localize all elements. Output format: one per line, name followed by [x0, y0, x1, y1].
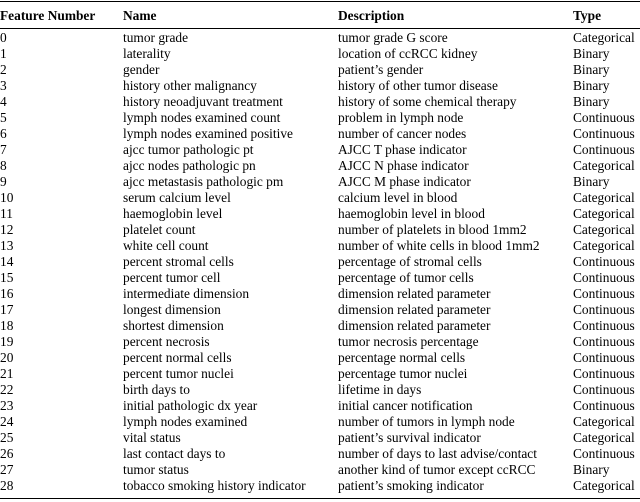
table-row [0, 302, 640, 318]
table-row [0, 126, 640, 142]
cell-type: Continuous [573, 110, 635, 125]
table-row [0, 254, 640, 270]
cell-description: number of platelets in blood 1mm2 [338, 222, 527, 237]
cell-description: AJCC N phase indicator [338, 158, 469, 173]
table-row [0, 398, 640, 414]
table-row [0, 30, 640, 46]
cell-feature-number: 9 [0, 174, 7, 189]
cell-name: history neoadjuvant treatment [123, 94, 283, 109]
cell-feature-number: 18 [0, 318, 14, 333]
cell-feature-number: 23 [0, 398, 14, 413]
cell-name: lymph nodes examined count [123, 110, 281, 125]
table-row [0, 318, 640, 334]
table-row [0, 94, 640, 110]
cell-name: laterality [123, 46, 171, 61]
header-type: Type [573, 8, 602, 23]
cell-feature-number: 28 [0, 478, 14, 493]
table-row [0, 46, 640, 62]
cell-feature-number: 17 [0, 302, 14, 317]
cell-name: tobacco smoking history indicator [123, 478, 306, 493]
table-row [0, 142, 640, 158]
cell-name: gender [123, 62, 160, 77]
cell-name: ajcc metastasis pathologic pm [123, 174, 284, 189]
cell-description: percentage of tumor cells [338, 270, 474, 285]
table-row [0, 174, 640, 190]
table-body [0, 30, 640, 494]
cell-description: haemoglobin level in blood [338, 206, 485, 221]
cell-type: Continuous [573, 318, 635, 333]
cell-name: platelet count [123, 222, 196, 237]
cell-name: percent tumor cell [123, 270, 221, 285]
header-description: Description [338, 8, 405, 23]
cell-feature-number: 16 [0, 286, 14, 301]
table-row [0, 238, 640, 254]
cell-description: another kind of tumor except ccRCC [338, 462, 536, 477]
cell-description: number of cancer nodes [338, 126, 467, 141]
cell-type: Categorical [573, 238, 635, 253]
cell-description: dimension related parameter [338, 302, 491, 317]
cell-description: patient’s smoking indicator [338, 478, 484, 493]
cell-feature-number: 8 [0, 158, 7, 173]
table-row [0, 286, 640, 302]
cell-description: lifetime in days [338, 382, 422, 397]
table-row [0, 206, 640, 222]
cell-name: vital status [123, 430, 181, 445]
cell-name: history other malignancy [123, 78, 257, 93]
cell-description: number of white cells in blood 1mm2 [338, 238, 540, 253]
cell-name: lymph nodes examined [123, 414, 248, 429]
table-row [0, 78, 640, 94]
table-row [0, 190, 640, 206]
cell-description: tumor necrosis percentage [338, 334, 479, 349]
cell-feature-number: 14 [0, 254, 14, 269]
cell-name: ajcc tumor pathologic pt [123, 142, 254, 157]
cell-type: Continuous [573, 302, 635, 317]
table-row [0, 462, 640, 478]
cell-type: Continuous [573, 350, 635, 365]
table-row [0, 446, 640, 462]
cell-description: calcium level in blood [338, 190, 458, 205]
cell-name: percent normal cells [123, 350, 232, 365]
cell-type: Categorical [573, 30, 635, 45]
table-row [0, 382, 640, 398]
cell-name: lymph nodes examined positive [123, 126, 293, 141]
feature-table-grid [0, 4, 640, 494]
table-row [0, 430, 640, 446]
cell-description: patient’s survival indicator [338, 430, 481, 445]
cell-name: percent stromal cells [123, 254, 234, 269]
cell-type: Binary [573, 462, 610, 477]
cell-description: history of other tumor disease [338, 78, 498, 93]
cell-type: Continuous [573, 126, 635, 141]
table-row [0, 478, 640, 494]
cell-description: number of days to last advise/contact [338, 446, 537, 461]
cell-name: haemoglobin level [123, 206, 223, 221]
cell-description: AJCC M phase indicator [338, 174, 471, 189]
table-row [0, 334, 640, 350]
table-row [0, 158, 640, 174]
cell-feature-number: 20 [0, 350, 14, 365]
cell-description: location of ccRCC kidney [338, 46, 478, 61]
cell-feature-number: 21 [0, 366, 14, 381]
cell-name: longest dimension [123, 302, 221, 317]
cell-description: dimension related parameter [338, 286, 491, 301]
cell-name: white cell count [123, 238, 209, 253]
cell-feature-number: 22 [0, 382, 14, 397]
cell-feature-number: 19 [0, 334, 14, 349]
cell-name: shortest dimension [123, 318, 224, 333]
table-row [0, 62, 640, 78]
cell-type: Categorical [573, 206, 635, 221]
table-row [0, 350, 640, 366]
cell-description: tumor grade G score [338, 30, 448, 45]
cell-feature-number: 6 [0, 126, 7, 141]
cell-feature-number: 27 [0, 462, 14, 477]
cell-type: Binary [573, 174, 610, 189]
cell-feature-number: 15 [0, 270, 14, 285]
cell-feature-number: 13 [0, 238, 14, 253]
cell-type: Continuous [573, 398, 635, 413]
cell-feature-number: 10 [0, 190, 14, 205]
cell-name: percent necrosis [123, 334, 210, 349]
cell-feature-number: 0 [0, 30, 7, 45]
cell-description: percentage tumor nuclei [338, 366, 468, 381]
table-bottom-rule [0, 498, 640, 499]
cell-description: percentage of stromal cells [338, 254, 482, 269]
cell-name: percent tumor nuclei [123, 366, 234, 381]
table-row [0, 110, 640, 126]
cell-type: Continuous [573, 142, 635, 157]
cell-feature-number: 5 [0, 110, 7, 125]
cell-type: Continuous [573, 286, 635, 301]
cell-type: Categorical [573, 478, 635, 493]
cell-feature-number: 24 [0, 414, 14, 429]
cell-feature-number: 3 [0, 78, 7, 93]
cell-description: number of tumors in lymph node [338, 414, 515, 429]
cell-name: initial pathologic dx year [123, 398, 258, 413]
cell-type: Categorical [573, 430, 635, 445]
cell-feature-number: 7 [0, 142, 7, 157]
cell-name: tumor status [123, 462, 189, 477]
cell-feature-number: 4 [0, 94, 7, 109]
cell-type: Continuous [573, 254, 635, 269]
cell-feature-number: 11 [0, 206, 13, 221]
cell-type: Continuous [573, 366, 635, 381]
table-row [0, 270, 640, 286]
cell-type: Binary [573, 46, 610, 61]
table-top-rule [0, 1, 640, 2]
cell-description: problem in lymph node [338, 110, 464, 125]
cell-type: Continuous [573, 270, 635, 285]
table-row [0, 366, 640, 382]
cell-feature-number: 12 [0, 222, 14, 237]
cell-description: percentage normal cells [338, 350, 466, 365]
cell-type: Categorical [573, 222, 635, 237]
cell-name: birth days to [123, 382, 190, 397]
cell-description: patient’s gender [338, 62, 424, 77]
cell-name: ajcc nodes pathologic pn [123, 158, 256, 173]
cell-type: Continuous [573, 334, 635, 349]
cell-name: last contact days to [123, 446, 226, 461]
cell-name: tumor grade [123, 30, 189, 45]
cell-type: Binary [573, 62, 610, 77]
cell-type: Binary [573, 78, 610, 93]
cell-feature-number: 25 [0, 430, 14, 445]
cell-description: AJCC T phase indicator [338, 142, 467, 157]
cell-feature-number: 2 [0, 62, 7, 77]
cell-description: dimension related parameter [338, 318, 491, 333]
cell-feature-number: 26 [0, 446, 14, 461]
cell-name: serum calcium level [123, 190, 231, 205]
header-feature-number: Feature Number [0, 8, 96, 23]
cell-type: Categorical [573, 158, 635, 173]
cell-description: initial cancer notification [338, 398, 473, 413]
table-row [0, 222, 640, 238]
table-row [0, 414, 640, 430]
cell-feature-number: 1 [0, 46, 7, 61]
cell-type: Continuous [573, 446, 635, 461]
header-name: Name [123, 8, 157, 23]
cell-type: Binary [573, 94, 610, 109]
table-header-row [0, 4, 640, 27]
cell-type: Categorical [573, 190, 635, 205]
cell-name: intermediate dimension [123, 286, 250, 301]
cell-type: Continuous [573, 382, 635, 397]
cell-type: Categorical [573, 414, 635, 429]
cell-description: history of some chemical therapy [338, 94, 517, 109]
